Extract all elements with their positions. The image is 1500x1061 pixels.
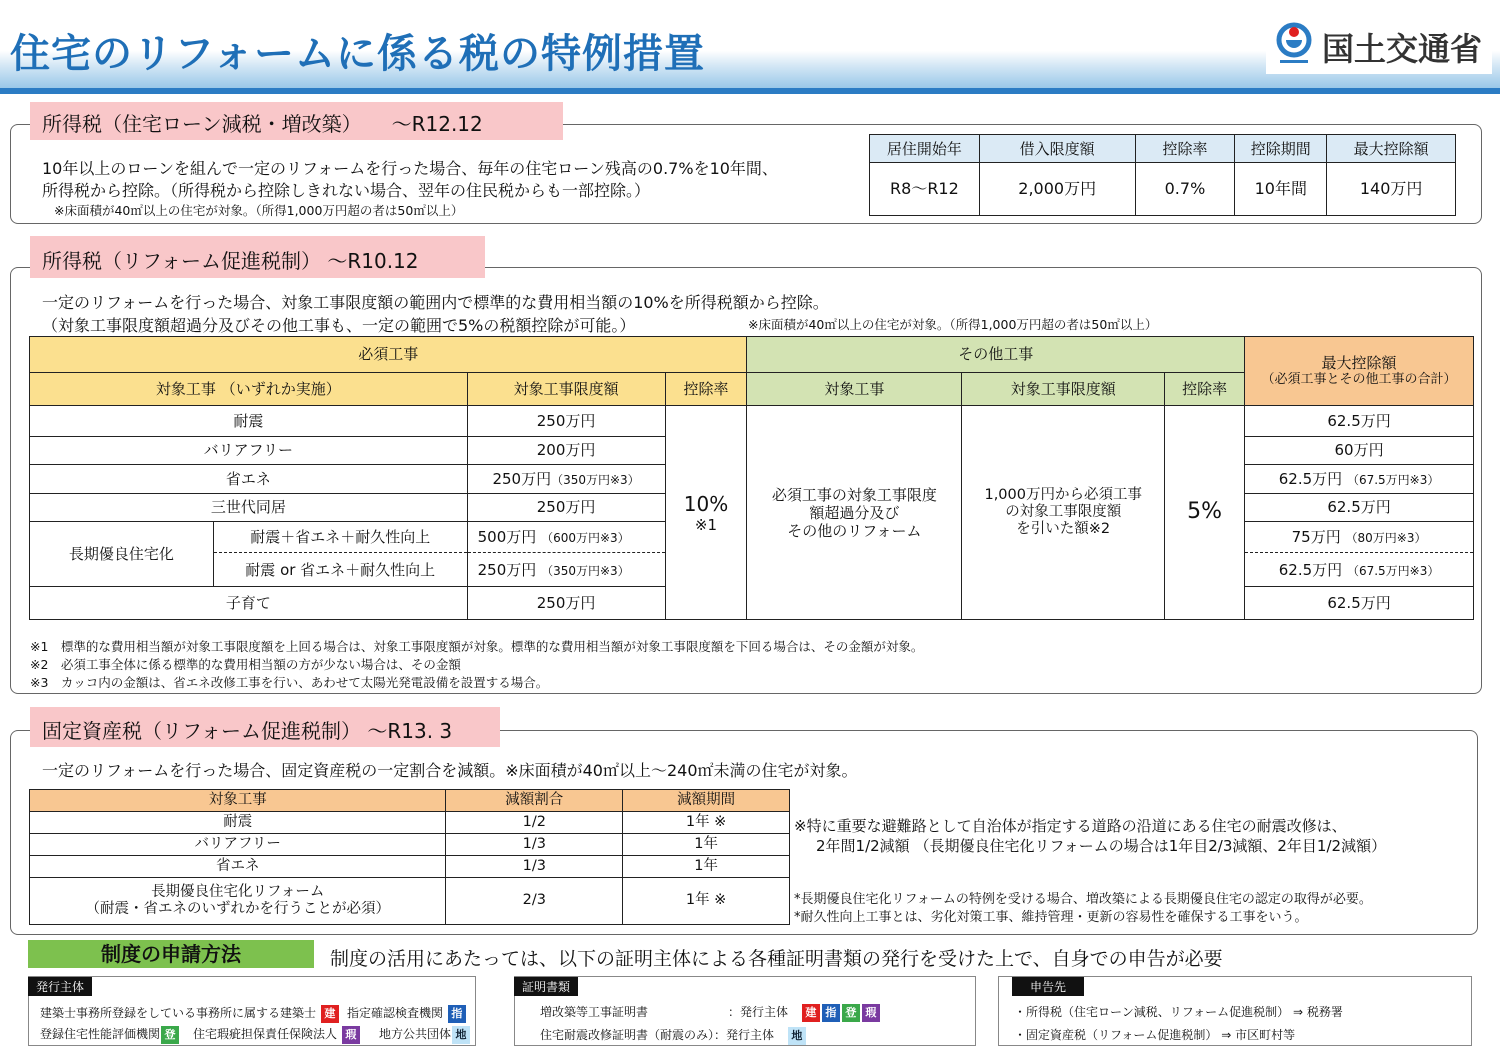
table-cell: 140万円 xyxy=(1327,163,1456,216)
badge-local-gov: 地 xyxy=(452,1026,470,1044)
required-rate: 10% xyxy=(683,491,729,516)
description-line: 10年以上のローンを組んで一定のリフォームを行った場合、毎年の住宅ローン残高の0.7%を10年間、 xyxy=(42,159,778,178)
other-target-line: その他のリフォーム xyxy=(787,521,922,540)
work-name: 耐震＋省エネ＋耐久性向上 xyxy=(213,522,467,553)
header-divider xyxy=(0,88,1500,94)
description-line: 所得税から控除。（所得税から控除しきれない場合、翌年の住民税からも一部控除。） xyxy=(42,181,651,200)
header-target: 対象工事 （いずれか実施） xyxy=(30,372,468,406)
table-header: 控除率 xyxy=(1135,135,1235,163)
issuer-label: 地方公共団体 xyxy=(379,1027,452,1041)
work-limit xyxy=(467,465,665,494)
work-limit: 250万円 xyxy=(467,587,665,620)
document-item xyxy=(540,1026,807,1045)
table-cell: 10年間 xyxy=(1235,163,1327,216)
apply-description: 制度の活用にあたっては、以下の証明主体による各種証明書類の発行を受けた上で、自身での申告が必要 xyxy=(330,948,1223,970)
table-cell: 省エネ xyxy=(30,856,446,878)
issuer-label: 指定確認検査機関 xyxy=(347,1006,444,1020)
table-cell: 1/2 xyxy=(446,812,623,834)
required-rate-note: ※1 xyxy=(694,515,718,534)
long-row-name: 長期優良住宅化リフォーム xyxy=(151,883,325,900)
table-header: 減額期間 xyxy=(623,790,790,812)
box-tag: 発行主体 xyxy=(28,977,92,996)
table-cell: R8～R12 xyxy=(870,163,980,216)
other-limit-line: 1,000万円から必須工事 xyxy=(984,486,1142,503)
description-line: （対象工事限度額超過分及びその他工事も、一定の範囲で5%の税額控除が可能。） xyxy=(42,316,636,335)
description-line: 一定のリフォームを行った場合、固定資産税の一定割合を減額。※床面積が40㎡以上～240㎡未満の住宅が対象。 xyxy=(42,761,858,780)
max-value: 62.5万円 xyxy=(1327,594,1391,613)
required-rate-cell xyxy=(665,406,747,620)
apply-method-title: 制度の申請方法 xyxy=(28,940,314,968)
max-value: 62.5万円 xyxy=(1278,469,1343,488)
limit-value: 250万円 xyxy=(477,560,537,579)
table-cell: 2/3 xyxy=(446,878,623,925)
note: ※床面積が40㎡以上の住宅が対象。（所得1,000万円超の者は50㎡以上） xyxy=(748,317,1158,332)
header-max-deduction xyxy=(1245,337,1474,406)
table-cell: 1年 ※ xyxy=(623,878,790,925)
header-other-limit: 対象工事限度額 xyxy=(962,372,1165,406)
other-limit-cell xyxy=(962,406,1165,620)
footnote: ※1 標準的な費用相当額が対象工事限度額を上回る場合は、対象工事限度額が対象。標準的な費用相当額が対象工事限度額を下回る場合は、その金額が対象。 xyxy=(30,639,924,654)
section-title: 固定資産税（リフォーム促進税制） ～R13. 3 xyxy=(30,707,500,747)
loan-table xyxy=(869,134,1456,216)
work-name: 耐震 xyxy=(30,406,468,437)
limit-value: 250万円 xyxy=(492,469,552,488)
max-deduction xyxy=(1245,587,1474,620)
issuer-item xyxy=(40,1025,180,1044)
work-name: 三世代同居 xyxy=(30,493,468,522)
badge-architect: 建 xyxy=(802,1004,820,1022)
document-label: 住宅耐震改修証明書（耐震のみ）：発行主体 xyxy=(540,1028,775,1042)
table-cell: 耐震 xyxy=(30,812,446,834)
issuer-item xyxy=(193,1025,361,1044)
header-other-target: 対象工事 xyxy=(747,372,962,406)
issuer-label: ：発行主体 xyxy=(728,1005,789,1019)
issuer-item xyxy=(347,1004,467,1023)
table-header: 減額割合 xyxy=(446,790,623,812)
header-limit: 対象工事限度額 xyxy=(467,372,665,406)
other-target-line: 額超過分及び xyxy=(809,503,900,522)
badge-architect: 建 xyxy=(321,1005,339,1023)
note: *耐久性向上工事とは、劣化対策工事、維持管理・更新の容易性を確保する工事をいう。 xyxy=(794,910,1308,925)
work-limit: 250万円 xyxy=(467,493,665,522)
reform-table xyxy=(29,336,1474,620)
issuer-item xyxy=(40,1004,340,1023)
limit-sub: （350万円※3） xyxy=(541,563,630,578)
work-name: 省エネ xyxy=(30,465,468,494)
limit-sub: （600万円※3） xyxy=(541,531,630,545)
filing-item: ・固定資産税（リフォーム促進税制） ⇒ 市区町村等 xyxy=(1014,1028,1296,1042)
work-limit xyxy=(467,552,665,587)
work-limit: 250万円 xyxy=(467,406,665,437)
header-other-works: その他工事 xyxy=(747,337,1245,373)
issuer-item xyxy=(379,1025,471,1044)
footnote: ※2 必須工事全体に係る標準的な費用相当額の方が少ない場合は、その金額 xyxy=(30,657,461,672)
table-header: 控除期間 xyxy=(1235,135,1327,163)
max-deduction xyxy=(1245,522,1474,553)
other-target-line: 必須工事の対象工事限度 xyxy=(771,485,937,504)
table-cell: 1年 xyxy=(623,856,790,878)
table-cell: 1年 ※ xyxy=(623,812,790,834)
other-target-cell xyxy=(747,406,962,620)
issuer-label: 登録住宅性能評価機関 xyxy=(40,1027,161,1041)
max-sub: （80万円※3） xyxy=(1345,531,1427,545)
box-tag: 申告先 xyxy=(1012,977,1084,996)
mlit-logo-icon xyxy=(1274,22,1314,68)
max-deduction xyxy=(1245,493,1474,522)
limit-value: 500万円 xyxy=(477,528,537,546)
table-cell: 1/3 xyxy=(446,856,623,878)
max-deduction xyxy=(1245,436,1474,465)
other-limit-line: の対象工事限度額 xyxy=(1005,503,1122,520)
box-tag: 証明書類 xyxy=(514,977,578,996)
other-rate: 5% xyxy=(1165,406,1245,620)
max-value: 62.5万円 xyxy=(1278,560,1343,579)
max-value: 60万円 xyxy=(1334,441,1384,460)
max-deduction xyxy=(1245,406,1474,437)
work-limit xyxy=(467,522,665,553)
table-cell: 1/3 xyxy=(446,834,623,856)
note: *長期優良住宅化リフォームの特例を受ける場合、増改築による長期優良住宅の認定の取得が必要。 xyxy=(794,892,1372,907)
section-title: 所得税（リフォーム促進税制） ～R10.12 xyxy=(30,236,485,278)
max-sub: （67.5万円※3） xyxy=(1346,563,1440,578)
header-max-label: 最大控除額 xyxy=(1321,354,1397,373)
issuer-label: 建築士事務所登録をしている事務所に属する建築士 xyxy=(40,1006,317,1020)
filing-item: ・所得税（住宅ローン減税、リフォーム促進税制） ⇒ 税務署 xyxy=(1014,1005,1343,1019)
document-issuer xyxy=(728,1003,881,1022)
note: 2年間1/2減額 （長期優良住宅化リフォームの場合は1年目2/3減額、2年目1/2減額） xyxy=(816,837,1387,855)
ministry-name: 国土交通省 xyxy=(1322,30,1483,68)
table-cell: 2,000万円 xyxy=(979,163,1135,216)
note: ※床面積が40㎡以上の住宅が対象。（所得1,000万円超の者は50㎡以上） xyxy=(54,203,464,218)
badge-registered: 登 xyxy=(842,1004,860,1022)
max-deduction xyxy=(1245,465,1474,494)
max-sub: （67.5万円※3） xyxy=(1346,472,1440,487)
header-rate: 控除率 xyxy=(665,372,747,406)
issuer-label: 住宅瑕疵担保責任保険法人 xyxy=(193,1027,338,1041)
table-header: 対象工事 xyxy=(30,790,446,812)
document-item: 増改築等工事証明書 xyxy=(540,1005,649,1019)
table-header: 居住開始年 xyxy=(870,135,980,163)
badge-designated: 指 xyxy=(822,1004,840,1022)
table-header: 借入限度額 xyxy=(979,135,1135,163)
badge-insurance: 瑕 xyxy=(342,1026,360,1044)
header-max-sub: （必須工事とその他工事の合計） xyxy=(1261,372,1457,388)
work-name: 耐震 or 省エネ＋耐久性向上 xyxy=(213,552,467,587)
long-row-name-sub: （耐震・省エネのいずれかを行うことが必須） xyxy=(85,901,390,917)
table-cell: 0.7% xyxy=(1135,163,1235,216)
long-life-label: 長期優良住宅化 xyxy=(30,522,214,587)
badge-registered: 登 xyxy=(161,1026,179,1044)
limit-sub: （350万円※3） xyxy=(551,472,640,487)
description-line: 一定のリフォームを行った場合、対象工事限度額の範囲内で標準的な費用相当額の10%を所得税額から控除。 xyxy=(42,293,829,312)
badge-designated: 指 xyxy=(448,1005,466,1023)
work-name: バリアフリー xyxy=(30,436,468,465)
work-limit: 200万円 xyxy=(467,436,665,465)
max-value: 75万円 xyxy=(1291,528,1341,546)
header-other-rate: 控除率 xyxy=(1165,372,1245,406)
table-cell: バリアフリー xyxy=(30,834,446,856)
table-header: 最大控除額 xyxy=(1327,135,1456,163)
badge-local-gov: 地 xyxy=(788,1027,806,1045)
badge-insurance: 瑕 xyxy=(862,1004,880,1022)
page-title: 住宅のリフォームに係る税の特例措置 xyxy=(10,31,705,77)
property-tax-table xyxy=(29,789,790,925)
footnote: ※3 カッコ内の金額は、省エネ改修工事を行い、あわせて太陽光発電設備を設置する場合。 xyxy=(30,675,549,690)
header-required-works: 必須工事 xyxy=(30,337,747,373)
table-cell xyxy=(30,878,446,925)
table-cell: 1年 xyxy=(623,834,790,856)
work-name: 子育て xyxy=(30,587,468,620)
max-deduction xyxy=(1245,552,1474,587)
max-value: 62.5万円 xyxy=(1327,411,1391,430)
note: ※特に重要な避難路として自治体が指定する道路の沿道にある住宅の耐震改修は、 xyxy=(794,817,1347,835)
section-title: 所得税（住宅ローン減税・増改築） ～R12.12 xyxy=(30,102,563,140)
other-limit-line: を引いた額※2 xyxy=(1016,521,1111,538)
max-value: 62.5万円 xyxy=(1327,498,1391,517)
